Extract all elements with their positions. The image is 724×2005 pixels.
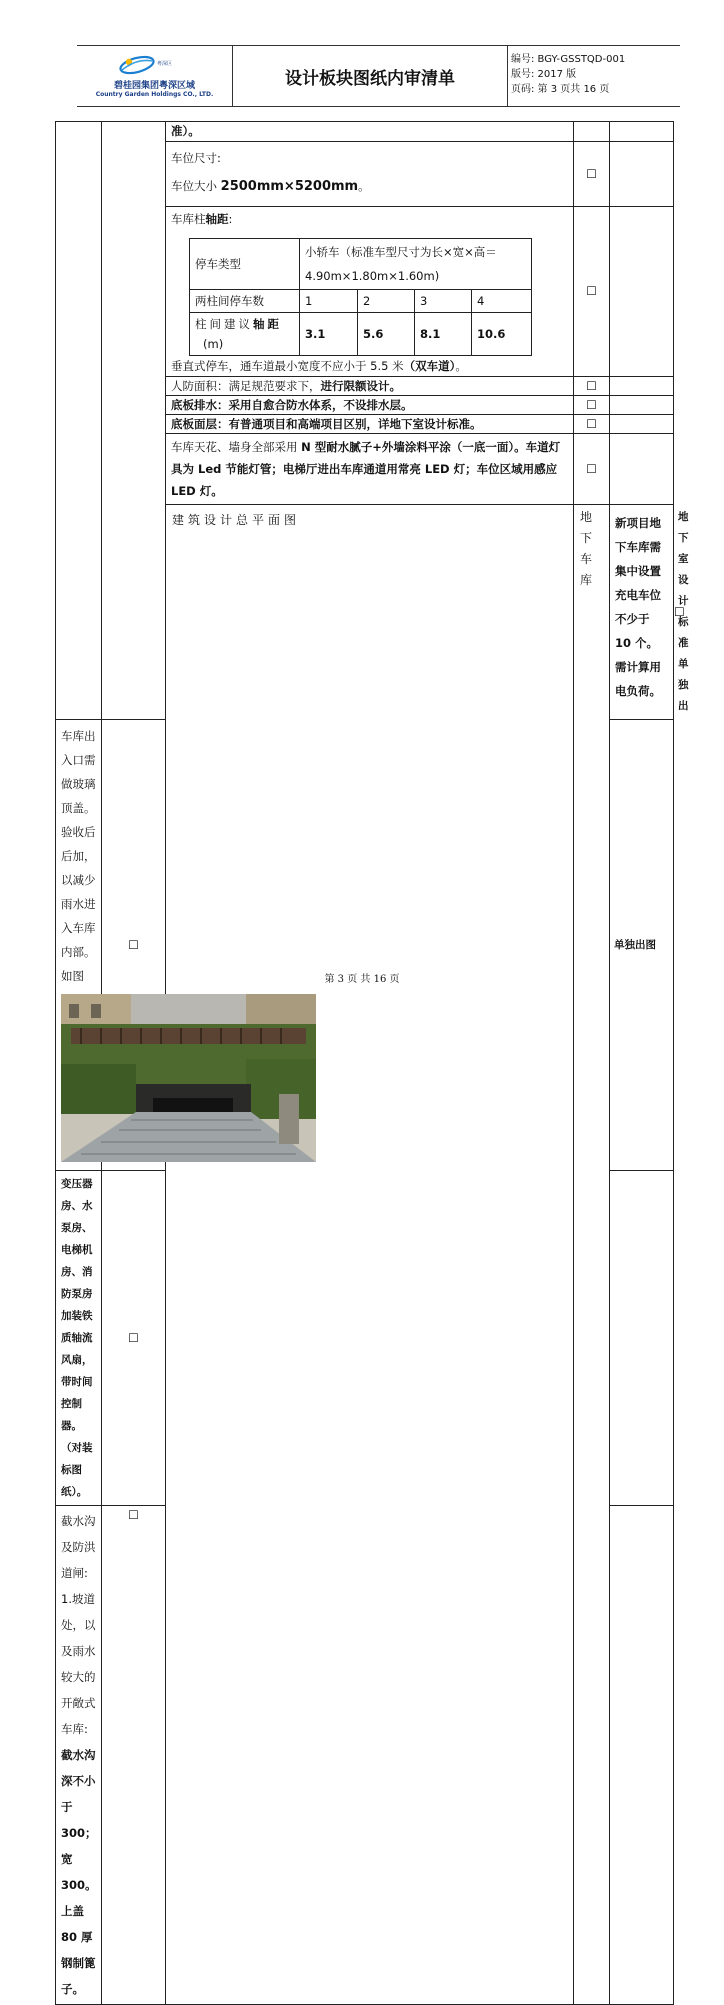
doc-number: 编号: BGY-GSSTQD-001: [511, 54, 626, 65]
spacing-cell: 8.1: [415, 313, 472, 356]
row-text: 新项目地下车库需集中设置充电车位不少于 10 个。需计算用电负荷。: [610, 505, 674, 720]
row-text: 车库天花、墙身全部采用 N 型耐水腻子+外墙涂料平涂（一底一面）。车道灯具为 Led 节能灯管；电梯厅进出车库通道用常亮 LED 灯；车位区域用感应 LED 灯。: [166, 434, 574, 505]
parking-spacing-table: [189, 238, 532, 356]
row-text: 准）。: [166, 122, 574, 142]
company-logo-block: [77, 46, 233, 106]
check-box[interactable]: ☐: [574, 377, 610, 396]
doc-page: 页码: 第 3 页共 16 页: [511, 84, 610, 95]
canopy-text-2: 如图: [61, 969, 84, 983]
lane-width-note: 垂直式停车，通车道最小宽度不应小于 5.5 米（双车道）。: [171, 359, 467, 373]
company-name-cn: 碧桂园集团粤深区域: [113, 81, 195, 91]
count-cell: 2: [358, 290, 415, 313]
table-row: 建筑设计总平面图 地下车库 新项目地下车库需集中设置充电车位不少于 10 个。需计算用电负荷。 ☐ 地下室设计标准单独出: [56, 505, 674, 720]
check-box[interactable]: ☐: [574, 415, 610, 434]
check-box[interactable]: ☐: [102, 1171, 166, 1506]
logo-small-text: 粤深区: [157, 61, 173, 67]
check-box[interactable]: ☐: [574, 396, 610, 415]
row-text: [166, 207, 574, 377]
count-cell: 3: [415, 290, 472, 313]
row-text: [56, 1506, 102, 2005]
check-box[interactable]: ☐: [574, 207, 610, 377]
doc-version: 版号: 2017 版: [511, 69, 577, 80]
check-box[interactable]: ☐: [102, 720, 166, 1171]
check-box[interactable]: ☐: [574, 142, 610, 207]
company-logo-icon: [117, 52, 157, 78]
count-label: 两柱间停车数: [190, 290, 300, 313]
check-box[interactable]: ☐: [102, 1506, 166, 2005]
category-cell-empty: [56, 122, 102, 720]
spacing-cell: 3.1: [300, 313, 358, 356]
row-text: [166, 142, 574, 207]
company-name-en: Country Garden Holdings CO., LTD.: [95, 91, 214, 98]
checklist-table: [55, 121, 689, 2005]
row-text: 变压器房、水泵房、电梯机房、消防泵房加装铁质轴流风扇，带时间控制器。（对装标图纸）。: [56, 1171, 102, 1506]
row-text: [56, 720, 102, 1171]
row-text: 底板面层：有普通项目和高端项目区别，详地下室设计标准。: [166, 415, 574, 434]
drain-spec: 1.坡道处，以及雨水较大的开敞式车库: 截水沟深不小于 300；宽 300。: [61, 1592, 97, 1892]
drain-heading: 截水沟及防洪道闸:: [61, 1514, 96, 1580]
spacing-label: 柱间建议轴距 (m): [190, 313, 300, 356]
count-cell: 1: [300, 290, 358, 313]
garage-entrance-photo: [61, 994, 316, 1162]
category-cell: 建筑设计总平面图: [166, 505, 574, 2005]
car-description: 小轿车（标准车型尺寸为长×宽×高＝4.90m×1.80m×1.60m): [300, 239, 532, 290]
spacing-cell: 5.6: [358, 313, 415, 356]
item-cell-empty: [102, 122, 166, 720]
document-header: [77, 45, 680, 107]
page-footer: 第 3 页 共 16 页: [324, 974, 400, 985]
table-row: [56, 122, 674, 142]
row-note: 单独出图: [610, 720, 674, 1171]
canopy-text: 车库出入口需做玻璃顶盖。验收后后加，以减少雨水进入车库内部。: [61, 729, 96, 959]
parking-size-heading: 车位尺寸:: [171, 151, 221, 165]
row-text: 底板排水：采用自愈合防水体系，不设排水层。: [166, 396, 574, 415]
check-box[interactable]: ☐: [574, 434, 610, 505]
item-cell: 地下车库: [574, 505, 610, 2005]
spacing-cell: 10.6: [472, 313, 532, 356]
document-meta: [511, 52, 625, 97]
column-spacing-heading: 车库柱轴距:: [171, 212, 233, 226]
row-text: 人防面积：满足规范要求下，进行限额设计。: [166, 377, 574, 396]
parking-size-value: 车位大小 2500mm×5200mm。: [171, 179, 370, 194]
count-cell: 4: [472, 290, 532, 313]
drain-cover-spec: 上盖 80 厚钢制篦子。: [61, 1904, 96, 1996]
document-title: 设计板块图纸内审清单: [233, 46, 508, 106]
parking-type-label: 停车类型: [190, 239, 300, 290]
